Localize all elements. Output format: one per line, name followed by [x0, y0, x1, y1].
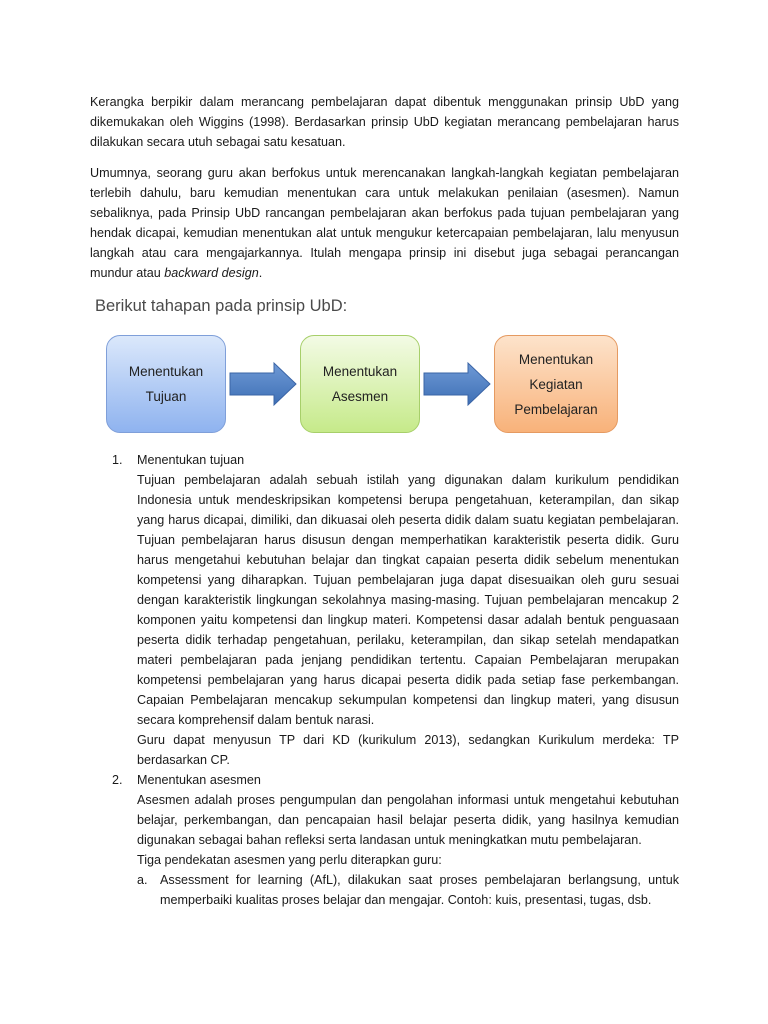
list-item-paragraph: Asesmen adalah proses pengumpulan dan pengolahan informasi untuk mengetahui kebutuhan belajar, perkembangan, dan pencapaian hasil belajar peserta didik, yang hasilnya kemudian digunakan sebagai bahan refleksi serta landasan untuk meningkatkan mutu pembelajaran.	[137, 793, 679, 847]
list-item-paragraph: Tujuan pembelajaran adalah sebuah istilah yang digunakan dalam kurikulum pendidikan Indonesia untuk mendeskripsikan kompetensi berupa pengetahuan, keterampilan, dan sikap yang harus dicapai, dimiliki, dan dikuasai oleh peserta didik dalam suatu kegiatan pembelajaran. Tujuan pembelajaran harus disusun dengan memperhatikan karakteristik peserta didik. Guru harus mengetahui kebutuhan belajar dan tingkat capaian peserta didik sebelum menentukan kompetensi yang diharapkan. Tujuan pembelajaran juga dapat disesuaikan oleh guru sesuai dengan karakteristik lingkungan sekolahnya masing-masing. Tujuan pembelajaran mencakup 2 komponen yaitu kompetensi dan lingkup materi. Kompetensi dasar adalah bentuk penguasaan peserta didik terhadap pengetahuan, perilaku, keterampilan, dan sikap setelah mendapatkan materi pembelajaran pada jenjang pendidikan tertentu. Capaian Pembelajaran merupakan kompetensi pembelajaran yang harus dicapai peserta didik pada setiap fase perkembangan. Capaian Pembelajaran mencakup sekumpulan kompetensi dan lingkup materi, yang disusun secara komprehensif dalam bentuk narasi.	[137, 473, 679, 727]
step-label-tujuan: Menentukan Tujuan	[128, 364, 204, 404]
numbered-list	[90, 450, 679, 910]
intro-paragraph-1: Kerangka berpikir dalam merancang pembelajaran dapat dibentuk menggunakan prinsip UbD yang dikemukakan oleh Wiggins (1998). Berdasarkan prinsip UbD kegiatan merancang pembelajaran harus dilakukan secara utuh sebagai satu kesatuan.	[90, 95, 679, 149]
ubd-flow-diagram	[90, 317, 679, 447]
list-item-paragraph: Tiga pendekatan asesmen yang perlu diterapkan guru:	[137, 853, 442, 867]
step-label-asesmen: Menentukan Asesmen	[322, 364, 398, 404]
sub-list-item-a	[137, 870, 679, 910]
intro-paragraph-2	[90, 163, 679, 283]
list-item-paragraph: Guru dapat menyusun TP dari KD (kurikulum 2013), sedangkan Kurikulum merdeka: TP berdasarkan CP.	[137, 733, 679, 767]
diagram-title: Berikut tahapan pada prinsip UbD:	[95, 297, 348, 315]
step-label-kegiatan: Menentukan Kegiatan Pembelajaran	[514, 351, 598, 417]
intro-paragraph-2-text: Umumnya, seorang guru akan berfokus untuk merencanakan langkah-langkah kegiatan pembelajaran terlebih dahulu, baru kemudian menentukan cara untuk melakukan penilaian (asesmen). Namun sebaliknya, pada Prinsip UbD rancangan pembelajaran akan berfokus pada tujuan pembelajaran yang hendak dicapai, kemudian menentukan alat untuk mengukur ketercapaian pembelajaran, lalu menyusun langkah atau cara mengajarkannya. Itulah mengapa prinsip ini disebut juga sebagai perancangan mundur atau	[90, 166, 679, 280]
step-box-asesmen	[300, 335, 420, 433]
sub-list-text: Assessment for learning (AfL), dilakukan saat proses pembelajaran berlangsung, untuk memperbaiki kualitas proses belajar dan mengajar. Contoh: kuis, presentasi, tugas, dsb.	[160, 873, 679, 907]
step-box-kegiatan	[494, 335, 618, 433]
sub-list-letter: a.	[137, 873, 148, 887]
list-item-1	[90, 450, 679, 770]
list-item-2	[90, 770, 679, 910]
list-number: 1.	[112, 453, 123, 467]
right-arrow-icon	[228, 361, 298, 407]
step-box-tujuan	[106, 335, 226, 433]
list-item-title: Menentukan tujuan	[137, 453, 245, 467]
intro-paragraph-2-end: .	[258, 266, 263, 280]
right-arrow-icon	[422, 361, 492, 407]
list-item-title: Menentukan asesmen	[137, 773, 261, 787]
backward-design-term: backward design	[164, 266, 259, 280]
list-number: 2.	[112, 773, 123, 787]
